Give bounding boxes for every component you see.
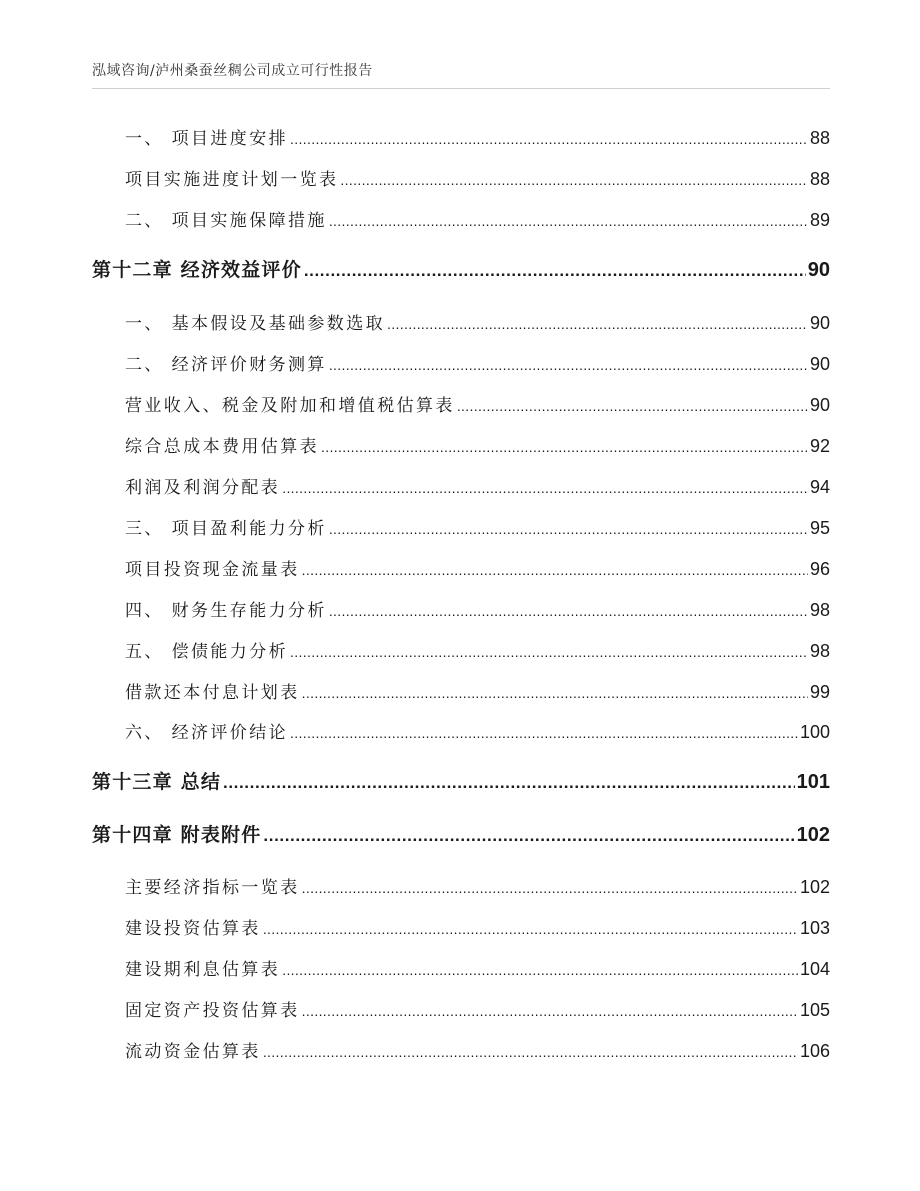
toc-entry-title: 一、 基本假设及基础参数选取 bbox=[125, 314, 386, 334]
toc-entry-title: 四、 财务生存能力分析 bbox=[125, 601, 327, 621]
toc-page-number: 90 bbox=[807, 259, 830, 281]
toc-page-number: 105 bbox=[799, 1000, 830, 1020]
toc-entry-title: 建设投资估算表 bbox=[125, 919, 261, 939]
toc-entry[interactable] bbox=[125, 350, 830, 375]
toc-dot-leader bbox=[290, 642, 808, 662]
toc-page-number: 92 bbox=[809, 436, 830, 456]
toc-dot-leader bbox=[302, 560, 808, 580]
toc-entry-title: 三、 项目盈利能力分析 bbox=[125, 519, 327, 539]
toc-entry[interactable] bbox=[125, 555, 830, 580]
toc-entry[interactable] bbox=[125, 309, 830, 334]
toc-entry[interactable] bbox=[125, 432, 830, 457]
toc-entry-title: 建设期利息估算表 bbox=[125, 960, 281, 980]
toc-entry-title: 六、 经济评价结论 bbox=[125, 723, 289, 743]
toc-entry-title: 第十三章 总结 bbox=[92, 771, 222, 793]
toc-entry[interactable] bbox=[125, 596, 830, 621]
toc-entry-title: 二、 项目实施保障措施 bbox=[125, 211, 327, 231]
toc-chapter-entry[interactable] bbox=[92, 255, 830, 282]
toc-entry-title: 项目投资现金流量表 bbox=[125, 560, 300, 580]
toc-entry[interactable] bbox=[125, 718, 830, 743]
toc-dot-leader bbox=[321, 437, 808, 457]
toc-entry-title: 固定资产投资估算表 bbox=[125, 1001, 300, 1021]
toc-entry[interactable] bbox=[125, 206, 830, 231]
toc-entry-title: 流动资金估算表 bbox=[125, 1042, 261, 1062]
toc-dot-leader bbox=[302, 1001, 798, 1021]
toc-entry-title: 五、 偿债能力分析 bbox=[125, 642, 289, 662]
toc-page-number: 106 bbox=[799, 1041, 830, 1061]
toc-dot-leader bbox=[263, 1042, 798, 1062]
toc-entry-title: 第十四章 附表附件 bbox=[92, 824, 262, 846]
toc-dot-leader bbox=[290, 129, 808, 149]
toc-page-number: 90 bbox=[809, 354, 830, 374]
toc-entry[interactable] bbox=[125, 637, 830, 662]
toc-page-number: 90 bbox=[809, 395, 830, 415]
toc-page-number: 102 bbox=[799, 877, 830, 897]
toc-dot-leader bbox=[263, 824, 794, 846]
toc-entry-title: 第十二章 经济效益评价 bbox=[92, 259, 302, 281]
toc-page-number: 88 bbox=[809, 169, 830, 189]
toc-page-number: 100 bbox=[799, 722, 830, 742]
toc-entry[interactable] bbox=[125, 1037, 830, 1062]
header-divider bbox=[92, 88, 830, 89]
toc-page-number: 98 bbox=[809, 641, 830, 661]
toc-dot-leader bbox=[457, 396, 808, 416]
toc-dot-leader bbox=[302, 878, 798, 898]
toc-page-number: 102 bbox=[796, 824, 830, 846]
toc-entry[interactable] bbox=[125, 124, 830, 149]
toc-chapter-entry[interactable] bbox=[92, 767, 830, 794]
toc-page-number: 98 bbox=[809, 600, 830, 620]
toc-page-number: 95 bbox=[809, 518, 830, 538]
toc-entry-title: 综合总成本费用估算表 bbox=[125, 437, 319, 457]
toc-page-number: 94 bbox=[809, 477, 830, 497]
toc-entry[interactable] bbox=[125, 914, 830, 939]
toc-entry[interactable] bbox=[125, 873, 830, 898]
toc-entry[interactable] bbox=[125, 165, 830, 190]
toc-entry[interactable] bbox=[125, 678, 830, 703]
toc-page-number: 104 bbox=[799, 959, 830, 979]
toc-entry[interactable] bbox=[125, 996, 830, 1021]
toc-entry-title: 营业收入、税金及附加和增值税估算表 bbox=[125, 396, 455, 416]
toc-page-number: 99 bbox=[809, 682, 830, 702]
toc-chapter-entry[interactable] bbox=[92, 820, 830, 847]
toc-page-number: 90 bbox=[809, 313, 830, 333]
toc-entry[interactable] bbox=[125, 955, 830, 980]
toc-dot-leader bbox=[302, 683, 808, 703]
toc-dot-leader bbox=[387, 314, 808, 334]
toc-entry-title: 二、 经济评价财务测算 bbox=[125, 355, 327, 375]
toc-entry-title: 利润及利润分配表 bbox=[125, 478, 281, 498]
toc-page-number: 88 bbox=[809, 128, 830, 148]
toc-entry[interactable] bbox=[125, 391, 830, 416]
toc-page-number: 101 bbox=[796, 771, 830, 793]
running-header: 泓域咨询/泸州桑蚕丝稠公司成立可行性报告 bbox=[92, 63, 373, 79]
toc-dot-leader bbox=[329, 519, 808, 539]
toc-dot-leader bbox=[329, 601, 808, 621]
toc-entry[interactable] bbox=[125, 514, 830, 539]
toc-page-number: 89 bbox=[809, 210, 830, 230]
toc-dot-leader bbox=[282, 960, 798, 980]
toc-dot-leader bbox=[263, 919, 798, 939]
toc-entry-title: 借款还本付息计划表 bbox=[125, 683, 300, 703]
toc-entry-title: 主要经济指标一览表 bbox=[125, 878, 300, 898]
toc-dot-leader bbox=[329, 211, 808, 231]
toc-dot-leader bbox=[282, 478, 808, 498]
toc-dot-leader bbox=[329, 355, 808, 375]
toc-page-number: 103 bbox=[799, 918, 830, 938]
toc-entry[interactable] bbox=[125, 473, 830, 498]
toc-entry-title: 项目实施进度计划一览表 bbox=[125, 170, 339, 190]
toc-page-number: 96 bbox=[809, 559, 830, 579]
toc-dot-leader bbox=[290, 723, 798, 743]
toc-dot-leader bbox=[340, 170, 808, 190]
toc-entry-title: 一、 项目进度安排 bbox=[125, 129, 289, 149]
toc-dot-leader bbox=[304, 259, 806, 281]
toc-dot-leader bbox=[223, 771, 795, 793]
